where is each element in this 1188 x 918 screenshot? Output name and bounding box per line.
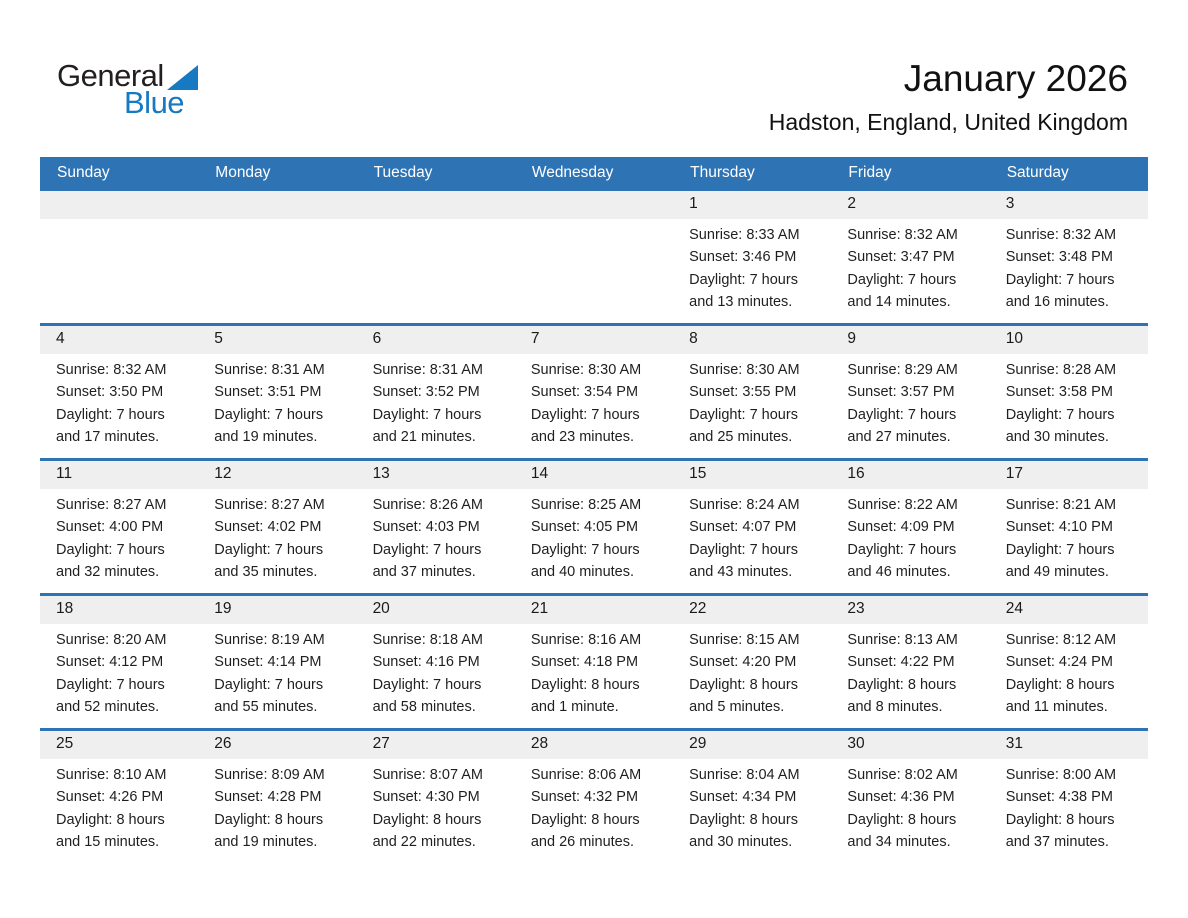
day-number: 27: [357, 731, 515, 759]
calendar-weeks: [40, 188, 1148, 863]
day-number: 31: [990, 731, 1148, 759]
day-cell-22: [673, 596, 831, 728]
calendar-week-row: [40, 728, 1148, 863]
day-cell-empty: [198, 191, 356, 323]
day-number: 25: [40, 731, 198, 759]
daylight-text: Daylight: 8 hours and 1 minute.: [530, 676, 640, 716]
day-number: 26: [198, 731, 356, 759]
weekday-header-friday: Friday: [848, 163, 892, 181]
day-cell-1: [673, 191, 831, 323]
day-number: 28: [515, 731, 673, 759]
day-number: 4: [40, 326, 198, 354]
calendar-week-row: [40, 458, 1148, 593]
sunset-text: Sunset: 3:55 PM: [689, 384, 797, 401]
sunrise-text: Sunrise: 8:28 AM: [1005, 362, 1117, 378]
day-number: 12: [198, 461, 356, 489]
sunrise-text: Sunrise: 8:27 AM: [56, 497, 167, 513]
day-details: [40, 624, 198, 719]
day-number: [40, 191, 198, 219]
sunrise-text: Sunrise: 8:32 AM: [1005, 227, 1117, 243]
sunrise-text: Sunrise: 8:20 AM: [56, 632, 167, 648]
day-cell-14: [515, 461, 673, 593]
sunset-text: Sunset: 3:57 PM: [847, 384, 955, 401]
day-number: 11: [40, 461, 198, 489]
weekday-header-sunday: Sunday: [57, 163, 110, 181]
sunset-text: Sunset: 4:07 PM: [689, 519, 797, 536]
daylight-text: Daylight: 7 hours and 14 minutes.: [847, 271, 957, 311]
sunrise-text: Sunrise: 8:13 AM: [847, 632, 958, 648]
calendar-week-row: [40, 323, 1148, 458]
day-details: [990, 219, 1148, 314]
day-details: [198, 219, 356, 224]
daylight-text: Daylight: 7 hours and 40 minutes.: [530, 541, 640, 581]
sunrise-text: Sunrise: 8:31 AM: [214, 362, 325, 378]
day-details: [357, 759, 515, 854]
day-number: 30: [831, 731, 989, 759]
daylight-text: Daylight: 8 hours and 8 minutes.: [847, 676, 957, 716]
day-details: [515, 354, 673, 449]
sunset-text: Sunset: 4:02 PM: [214, 519, 322, 536]
sunset-text: Sunset: 4:28 PM: [214, 789, 322, 806]
day-details: [831, 354, 989, 449]
weekday-header-thursday: Thursday: [690, 163, 755, 181]
day-cell-31: [990, 731, 1148, 863]
day-details: [198, 489, 356, 584]
daylight-text: Daylight: 8 hours and 26 minutes.: [530, 811, 640, 851]
day-cell-20: [357, 596, 515, 728]
day-cell-12: [198, 461, 356, 593]
calendar-week-row: [40, 188, 1148, 323]
weekday-header-row: [40, 157, 1148, 188]
logo-word-general: General: [57, 58, 164, 93]
day-details: [198, 354, 356, 449]
sunrise-text: Sunrise: 8:02 AM: [847, 767, 958, 783]
weekday-header-monday: Monday: [215, 163, 271, 181]
day-details: [990, 624, 1148, 719]
day-number: 5: [198, 326, 356, 354]
day-details: [990, 354, 1148, 449]
sunset-text: Sunset: 4:36 PM: [847, 789, 955, 806]
day-details: [831, 219, 989, 314]
daylight-text: Daylight: 7 hours and 55 minutes.: [214, 676, 324, 716]
sunrise-text: Sunrise: 8:09 AM: [214, 767, 325, 783]
day-details: [990, 759, 1148, 854]
day-details: [40, 489, 198, 584]
day-number: 6: [357, 326, 515, 354]
sunrise-text: Sunrise: 8:25 AM: [530, 497, 642, 513]
sunrise-text: Sunrise: 8:07 AM: [372, 767, 483, 783]
sunset-text: Sunset: 3:58 PM: [1005, 384, 1113, 401]
day-cell-19: [198, 596, 356, 728]
day-cell-28: [515, 731, 673, 863]
sunset-text: Sunset: 4:26 PM: [56, 789, 164, 806]
month-title: January 2026: [903, 58, 1128, 99]
sunset-text: Sunset: 3:46 PM: [689, 249, 797, 266]
day-details: [198, 759, 356, 854]
day-details: [673, 354, 831, 449]
sunrise-text: Sunrise: 8:12 AM: [1005, 632, 1117, 648]
sunrise-text: Sunrise: 8:30 AM: [689, 362, 800, 378]
day-number: 15: [673, 461, 831, 489]
day-number: 9: [831, 326, 989, 354]
day-details: [831, 759, 989, 854]
day-cell-21: [515, 596, 673, 728]
sunset-text: Sunset: 3:47 PM: [847, 249, 955, 266]
day-number: 2: [831, 191, 989, 219]
daylight-text: Daylight: 8 hours and 37 minutes.: [1005, 811, 1115, 851]
day-cell-15: [673, 461, 831, 593]
sunset-text: Sunset: 4:32 PM: [530, 789, 639, 806]
day-number: [515, 191, 673, 219]
day-details: [673, 759, 831, 854]
day-cell-7: [515, 326, 673, 458]
sunset-text: Sunset: 4:24 PM: [1005, 654, 1113, 671]
sunset-text: Sunset: 4:09 PM: [847, 519, 955, 536]
day-details: [515, 219, 673, 224]
sunrise-text: Sunrise: 8:33 AM: [689, 227, 800, 243]
day-cell-17: [990, 461, 1148, 593]
daylight-text: Daylight: 8 hours and 15 minutes.: [56, 811, 165, 851]
sunrise-text: Sunrise: 8:15 AM: [689, 632, 800, 648]
sunset-text: Sunset: 4:20 PM: [689, 654, 797, 671]
day-cell-16: [831, 461, 989, 593]
daylight-text: Daylight: 8 hours and 22 minutes.: [372, 811, 482, 851]
day-number: 17: [990, 461, 1148, 489]
sunrise-text: Sunrise: 8:10 AM: [56, 767, 167, 783]
daylight-text: Daylight: 7 hours and 37 minutes.: [372, 541, 482, 581]
daylight-text: Daylight: 8 hours and 34 minutes.: [847, 811, 957, 851]
sunrise-text: Sunrise: 8:24 AM: [689, 497, 800, 513]
day-details: [357, 624, 515, 719]
day-cell-29: [673, 731, 831, 863]
sunset-text: Sunset: 4:10 PM: [1005, 519, 1113, 536]
sunrise-text: Sunrise: 8:16 AM: [530, 632, 642, 648]
sunrise-text: Sunrise: 8:19 AM: [214, 632, 325, 648]
location-subtitle: Hadston, England, United Kingdom: [768, 109, 1128, 135]
day-cell-3: [990, 191, 1148, 323]
sunset-text: Sunset: 4:22 PM: [847, 654, 955, 671]
day-number: 13: [357, 461, 515, 489]
day-number: 3: [990, 191, 1148, 219]
day-details: [515, 489, 673, 584]
sunset-text: Sunset: 4:38 PM: [1005, 789, 1113, 806]
sunset-text: Sunset: 4:14 PM: [214, 654, 322, 671]
sunset-text: Sunset: 3:48 PM: [1005, 249, 1113, 266]
day-cell-11: [40, 461, 198, 593]
day-details: [357, 219, 515, 224]
day-details: [40, 219, 198, 224]
day-number: [357, 191, 515, 219]
day-cell-9: [831, 326, 989, 458]
calendar-week-row: [40, 593, 1148, 728]
sunset-text: Sunset: 4:30 PM: [372, 789, 480, 806]
day-details: [198, 624, 356, 719]
day-details: [831, 489, 989, 584]
day-details: [673, 489, 831, 584]
sunrise-text: Sunrise: 8:29 AM: [847, 362, 958, 378]
daylight-text: Daylight: 7 hours and 58 minutes.: [372, 676, 482, 716]
daylight-text: Daylight: 7 hours and 46 minutes.: [847, 541, 957, 581]
logo-word-blue: Blue: [124, 85, 185, 120]
day-cell-8: [673, 326, 831, 458]
day-number: 16: [831, 461, 989, 489]
sunset-text: Sunset: 4:00 PM: [56, 519, 164, 536]
day-details: [990, 489, 1148, 584]
sunset-text: Sunset: 3:51 PM: [214, 384, 322, 401]
sunset-text: Sunset: 4:34 PM: [689, 789, 797, 806]
day-number: 20: [357, 596, 515, 624]
weekday-header-wednesday: Wednesday: [531, 163, 614, 181]
day-details: [40, 354, 198, 449]
sunset-text: Sunset: 3:50 PM: [56, 384, 164, 401]
daylight-text: Daylight: 8 hours and 5 minutes.: [689, 676, 798, 716]
day-cell-10: [990, 326, 1148, 458]
sunset-text: Sunset: 3:52 PM: [372, 384, 480, 401]
sunset-text: Sunset: 4:03 PM: [372, 519, 480, 536]
daylight-text: Daylight: 8 hours and 11 minutes.: [1005, 676, 1115, 716]
general-blue-logo: [57, 58, 198, 121]
sunrise-text: Sunrise: 8:26 AM: [372, 497, 483, 513]
day-number: 23: [831, 596, 989, 624]
day-cell-empty: [40, 191, 198, 323]
daylight-text: Daylight: 7 hours and 30 minutes.: [1005, 406, 1115, 446]
daylight-text: Daylight: 7 hours and 25 minutes.: [689, 406, 798, 446]
daylight-text: Daylight: 7 hours and 32 minutes.: [56, 541, 165, 581]
daylight-text: Daylight: 7 hours and 21 minutes.: [372, 406, 482, 446]
sunrise-text: Sunrise: 8:06 AM: [530, 767, 642, 783]
day-number: 7: [515, 326, 673, 354]
day-details: [515, 759, 673, 854]
day-number: 22: [673, 596, 831, 624]
sunset-text: Sunset: 4:12 PM: [56, 654, 164, 671]
weekday-header-tuesday: Tuesday: [373, 163, 433, 181]
daylight-text: Daylight: 8 hours and 19 minutes.: [214, 811, 324, 851]
daylight-text: Daylight: 7 hours and 27 minutes.: [847, 406, 957, 446]
day-cell-2: [831, 191, 989, 323]
day-details: [673, 219, 831, 314]
day-details: [673, 624, 831, 719]
daylight-text: Daylight: 7 hours and 43 minutes.: [689, 541, 798, 581]
sunrise-text: Sunrise: 8:22 AM: [847, 497, 958, 513]
header-titles: [769, 58, 1128, 136]
daylight-text: Daylight: 7 hours and 13 minutes.: [689, 271, 798, 311]
daylight-text: Daylight: 7 hours and 52 minutes.: [56, 676, 165, 716]
day-cell-4: [40, 326, 198, 458]
day-number: 14: [515, 461, 673, 489]
day-cell-empty: [357, 191, 515, 323]
sunrise-text: Sunrise: 8:27 AM: [214, 497, 325, 513]
day-number: 21: [515, 596, 673, 624]
calendar-grid: [40, 157, 1148, 863]
day-number: 1: [673, 191, 831, 219]
daylight-text: Daylight: 7 hours and 49 minutes.: [1005, 541, 1115, 581]
sunrise-text: Sunrise: 8:04 AM: [689, 767, 800, 783]
day-cell-30: [831, 731, 989, 863]
sunset-text: Sunset: 3:54 PM: [530, 384, 639, 401]
daylight-text: Daylight: 7 hours and 17 minutes.: [56, 406, 165, 446]
sunset-text: Sunset: 4:05 PM: [530, 519, 639, 536]
day-details: [515, 624, 673, 719]
sunrise-text: Sunrise: 8:32 AM: [847, 227, 958, 243]
sunrise-text: Sunrise: 8:18 AM: [372, 632, 483, 648]
day-cell-23: [831, 596, 989, 728]
day-number: [198, 191, 356, 219]
day-number: 18: [40, 596, 198, 624]
daylight-text: Daylight: 7 hours and 23 minutes.: [530, 406, 640, 446]
day-details: [831, 624, 989, 719]
day-number: 24: [990, 596, 1148, 624]
sunset-text: Sunset: 4:16 PM: [372, 654, 480, 671]
day-cell-5: [198, 326, 356, 458]
day-cell-24: [990, 596, 1148, 728]
day-details: [357, 489, 515, 584]
daylight-text: Daylight: 7 hours and 19 minutes.: [214, 406, 324, 446]
day-cell-25: [40, 731, 198, 863]
day-number: 19: [198, 596, 356, 624]
day-cell-18: [40, 596, 198, 728]
day-cell-6: [357, 326, 515, 458]
sunrise-text: Sunrise: 8:31 AM: [372, 362, 483, 378]
day-number: 8: [673, 326, 831, 354]
day-details: [40, 759, 198, 854]
day-cell-27: [357, 731, 515, 863]
sunrise-text: Sunrise: 8:30 AM: [530, 362, 642, 378]
day-details: [357, 354, 515, 449]
day-cell-26: [198, 731, 356, 863]
day-cell-13: [357, 461, 515, 593]
sunset-text: Sunset: 4:18 PM: [530, 654, 639, 671]
sunrise-text: Sunrise: 8:00 AM: [1005, 767, 1117, 783]
sunrise-text: Sunrise: 8:32 AM: [56, 362, 167, 378]
sunrise-text: Sunrise: 8:21 AM: [1005, 497, 1117, 513]
day-cell-empty: [515, 191, 673, 323]
daylight-text: Daylight: 8 hours and 30 minutes.: [689, 811, 798, 851]
weekday-header-saturday: Saturday: [1006, 163, 1069, 181]
daylight-text: Daylight: 7 hours and 35 minutes.: [214, 541, 324, 581]
daylight-text: Daylight: 7 hours and 16 minutes.: [1005, 271, 1115, 311]
day-number: 29: [673, 731, 831, 759]
day-number: 10: [990, 326, 1148, 354]
